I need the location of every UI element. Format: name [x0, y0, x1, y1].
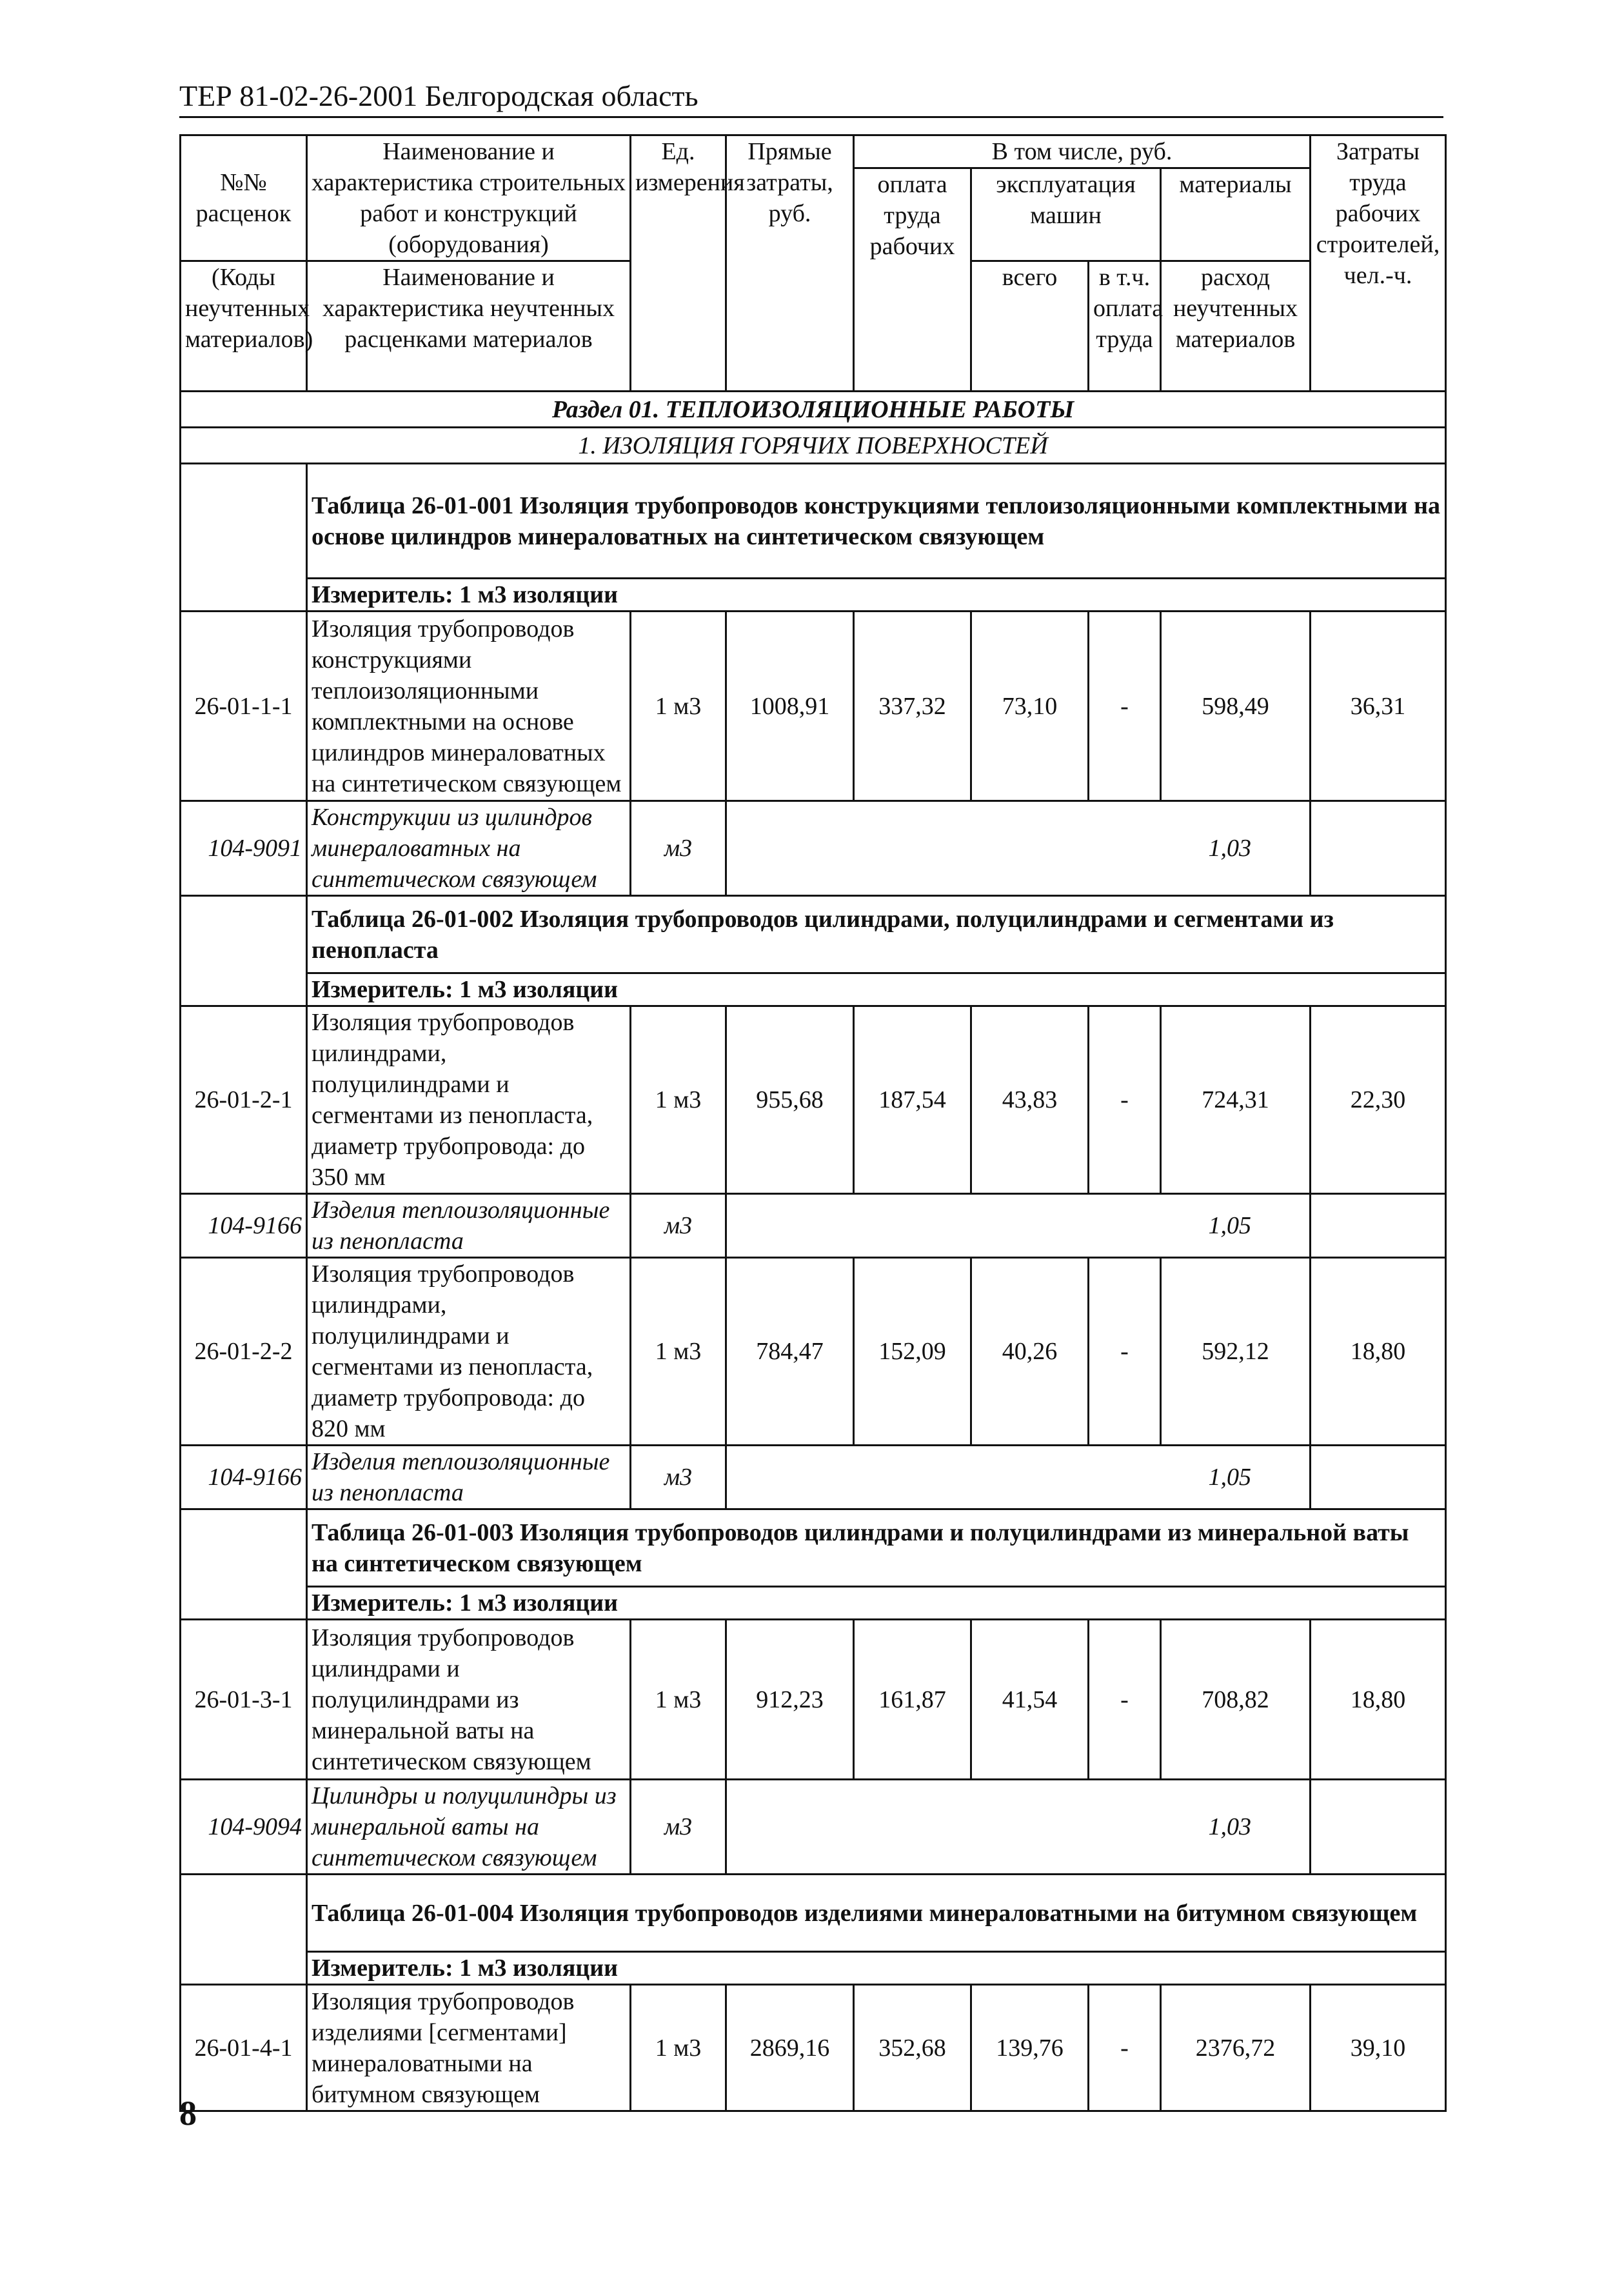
rate-code: 26-01-1-1 [181, 612, 307, 801]
direct-cost: 2869,16 [726, 1985, 854, 2111]
workers-hours: 18,80 [1311, 1258, 1446, 1446]
table-title: Таблица 26-01-004 Изоляция трубопроводов изделиями минераловатными на битумном связующем [307, 1875, 1446, 1952]
machines-pay: - [1089, 1006, 1161, 1194]
measure-label: Измеритель: 1 м3 изоляции [307, 1587, 1446, 1620]
rate-name: Изоляция трубопроводов цилиндрами и полуцилиндрами из минеральной ваты на синтетическом связующем [307, 1620, 631, 1780]
table-row [181, 1985, 1446, 2111]
rate-unit: 1 м3 [631, 1985, 726, 2111]
table-row [181, 1006, 1446, 1194]
col-header-unaccounted: расход неучтенных материалов [1161, 261, 1311, 392]
material-code: 104-9091 [181, 801, 307, 896]
materials-cost: 708,82 [1161, 1620, 1311, 1780]
direct-cost: 784,47 [726, 1258, 854, 1446]
col-header-codes: (Коды неучтенных материалов) [181, 261, 307, 392]
col-header-machines: эксплуатация машин [971, 168, 1161, 261]
material-row [181, 801, 1446, 896]
empty-cell [1311, 801, 1446, 896]
material-unit: м3 [631, 1194, 726, 1258]
empty-cell [1311, 1780, 1446, 1875]
rate-code: 26-01-4-1 [181, 1985, 307, 2111]
materials-cost: 724,31 [1161, 1006, 1311, 1194]
measure-label: Измеритель: 1 м3 изоляции [307, 1952, 1446, 1985]
direct-cost: 912,23 [726, 1620, 854, 1780]
empty-cell [1311, 1194, 1446, 1258]
table-title: Таблица 26-01-002 Изоляция трубопроводов цилиндрами, полуцилиндрами и сегментами из пенопласта [307, 896, 1446, 973]
page-header: ТЕР 81-02-26-2001 Белгородская область [179, 76, 1443, 118]
machines-total: 40,26 [971, 1258, 1089, 1446]
material-code: 104-9094 [181, 1780, 307, 1875]
material-row [181, 1194, 1446, 1258]
material-name: Цилиндры и полуцилиндры из минеральной ваты на синтетическом связующем [307, 1780, 631, 1875]
materials-cost: 2376,72 [1161, 1985, 1311, 2111]
empty-cell [181, 1509, 307, 1620]
material-amount: 1,05 [726, 1446, 1311, 1509]
col-header-labor-pay: оплата труда рабочих [854, 168, 971, 392]
labor-pay: 152,09 [854, 1258, 971, 1446]
table-row [181, 612, 1446, 801]
machines-total: 73,10 [971, 612, 1089, 801]
rate-unit: 1 м3 [631, 1620, 726, 1780]
workers-hours: 18,80 [1311, 1620, 1446, 1780]
direct-cost: 1008,91 [726, 612, 854, 801]
machines-total: 43,83 [971, 1006, 1089, 1194]
workers-hours: 39,10 [1311, 1985, 1446, 2111]
machines-pay: - [1089, 1620, 1161, 1780]
workers-hours: 22,30 [1311, 1006, 1446, 1194]
measure-label: Измеритель: 1 м3 изоляции [307, 579, 1446, 612]
labor-pay: 337,32 [854, 612, 971, 801]
table-row [181, 1620, 1446, 1780]
material-name: Изделия теплоизоляционные из пенопласта [307, 1446, 631, 1509]
measure-label: Измеритель: 1 м3 изоляции [307, 973, 1446, 1006]
material-name: Конструкции из цилиндров минераловатных на синтетическом связующем [307, 801, 631, 896]
rate-unit: 1 м3 [631, 1258, 726, 1446]
col-header-total: всего [971, 261, 1089, 392]
material-unit: м3 [631, 1446, 726, 1509]
materials-cost: 592,12 [1161, 1258, 1311, 1446]
col-header-name: Наименование и характеристика строительных работ и конструкций (оборудования) [307, 135, 631, 261]
table-title: Таблица 26-01-001 Изоляция трубопроводов конструкциями теплоизоляционными комплектными на основе цилиндров минераловатных на синтетическом связующем [307, 464, 1446, 579]
rate-code: 26-01-2-1 [181, 1006, 307, 1194]
rate-name: Изоляция трубопроводов конструкциями теплоизоляционными комплектными на основе цилиндров минераловатных на синтетическом связующем [307, 612, 631, 801]
machines-total: 41,54 [971, 1620, 1089, 1780]
empty-cell [1311, 1446, 1446, 1509]
empty-cell [181, 464, 307, 612]
rate-name: Изоляция трубопроводов цилиндрами, полуцилиндрами и сегментами из пенопласта, диаметр трубопровода: до 350 мм [307, 1006, 631, 1194]
col-header-unit: Ед. измерения [631, 135, 726, 392]
subsection-title: 1. ИЗОЛЯЦИЯ ГОРЯЧИХ ПОВЕРХНОСТЕЙ [181, 428, 1446, 464]
machines-pay: - [1089, 1985, 1161, 2111]
col-header-materials: материалы [1161, 168, 1311, 261]
empty-cell [181, 1875, 307, 1985]
material-code: 104-9166 [181, 1446, 307, 1509]
workers-hours: 36,31 [1311, 612, 1446, 801]
page-number: 8 [179, 2094, 197, 2133]
col-header-incl: В том числе, руб. [854, 135, 1311, 168]
rate-name: Изоляция трубопроводов изделиями [сегментами] минераловатными на битумном связующем [307, 1985, 631, 2111]
empty-cell [181, 896, 307, 1006]
material-amount: 1,05 [726, 1194, 1311, 1258]
labor-pay: 161,87 [854, 1620, 971, 1780]
rate-code: 26-01-3-1 [181, 1620, 307, 1780]
machines-pay: - [1089, 612, 1161, 801]
labor-pay: 352,68 [854, 1985, 971, 2111]
material-unit: м3 [631, 1780, 726, 1875]
material-unit: м3 [631, 801, 726, 896]
col-header-num: №№ расценок [181, 135, 307, 261]
material-row [181, 1446, 1446, 1509]
col-header-name2: Наименование и характеристика неучтенных расценками материалов [307, 261, 631, 392]
section-title: Раздел 01. ТЕПЛОИЗОЛЯЦИОННЫЕ РАБОТЫ [181, 392, 1446, 428]
labor-pay: 187,54 [854, 1006, 971, 1194]
direct-cost: 955,68 [726, 1006, 854, 1194]
materials-cost: 598,49 [1161, 612, 1311, 801]
machines-total: 139,76 [971, 1985, 1089, 2111]
material-amount: 1,03 [726, 801, 1311, 896]
rate-code: 26-01-2-2 [181, 1258, 307, 1446]
rate-unit: 1 м3 [631, 1006, 726, 1194]
table-title: Таблица 26-01-003 Изоляция трубопроводов цилиндрами и полуцилиндрами из минеральной ваты на синтетическом связующем [307, 1509, 1446, 1587]
rate-name: Изоляция трубопроводов цилиндрами, полуцилиндрами и сегментами из пенопласта, диаметр трубопровода: до 820 мм [307, 1258, 631, 1446]
table-row [181, 1258, 1446, 1446]
material-code: 104-9166 [181, 1194, 307, 1258]
col-header-workers: Затраты труда рабочих строителей, чел.-ч. [1311, 135, 1446, 392]
col-header-incl-pay: в т.ч. оплата труда [1089, 261, 1161, 392]
machines-pay: - [1089, 1258, 1161, 1446]
rates-table [179, 134, 1447, 2112]
material-row [181, 1780, 1446, 1875]
material-amount: 1,03 [726, 1780, 1311, 1875]
rate-unit: 1 м3 [631, 612, 726, 801]
col-header-direct: Прямые затраты, руб. [726, 135, 854, 392]
material-name: Изделия теплоизоляционные из пенопласта [307, 1194, 631, 1258]
